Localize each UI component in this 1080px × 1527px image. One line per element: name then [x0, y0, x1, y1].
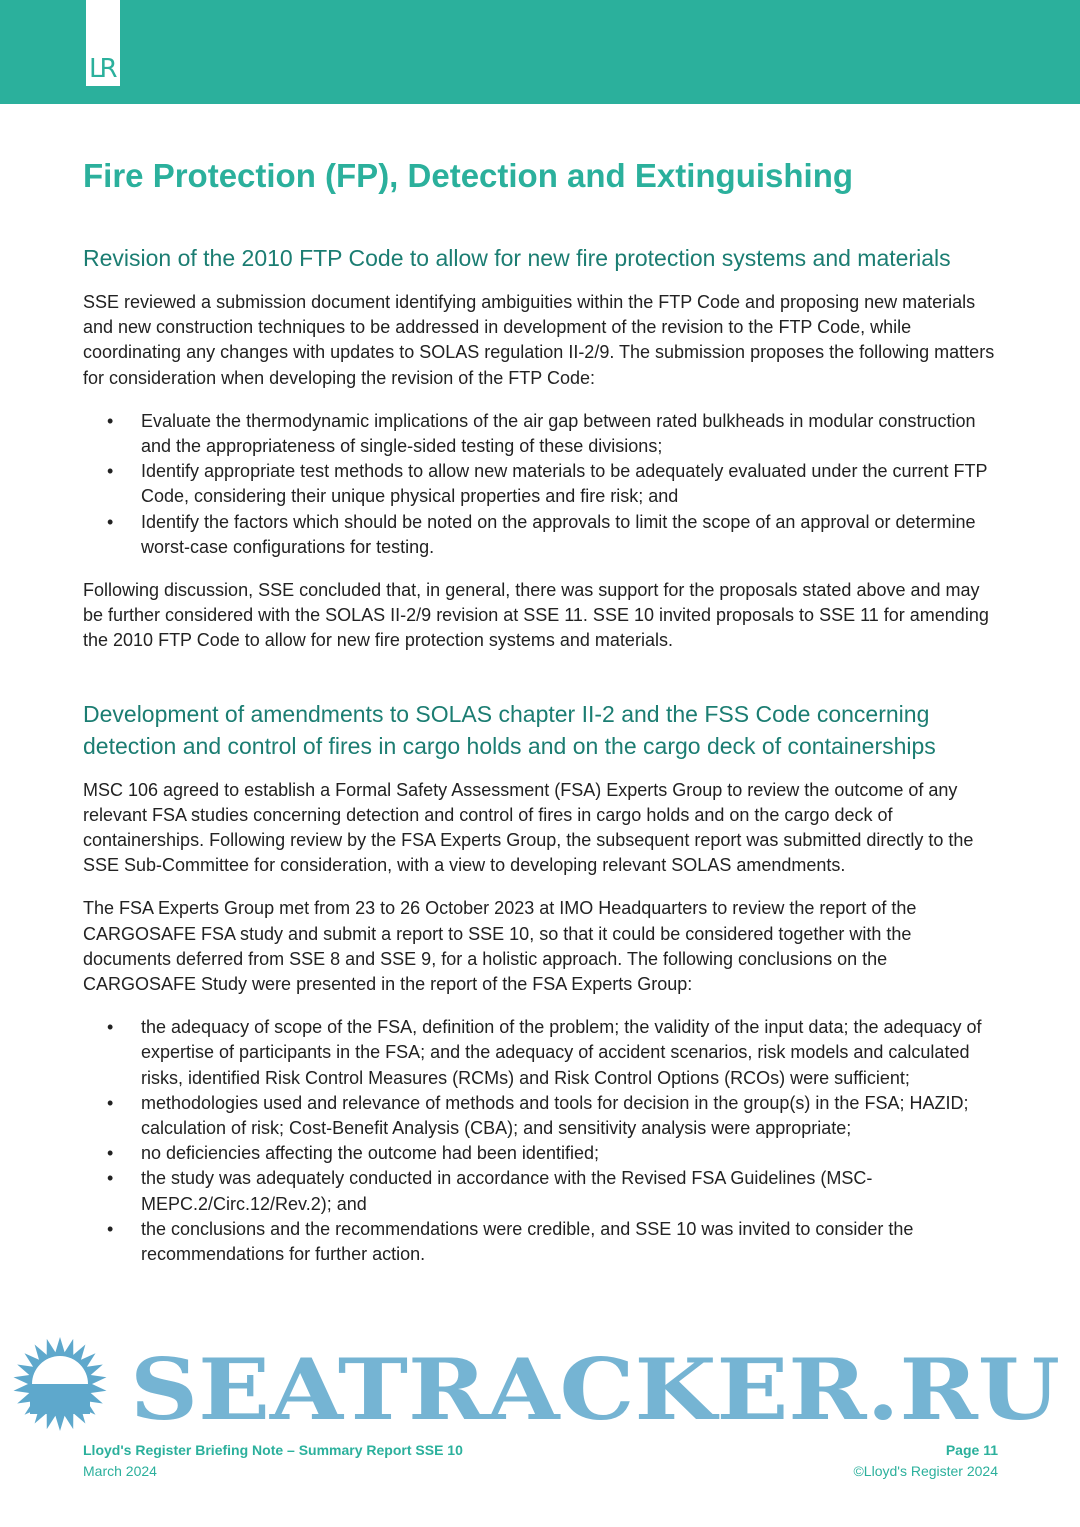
section2-heading: Development of amendments to SOLAS chapter II-2 and the FSS Code concerning detection and control of fires in cargo holds and on the cargo deck of containerships [83, 700, 936, 759]
list-item: • Evaluate the thermodynamic implications of the air gap between rated bulkheads in modular construction and the appropriateness of single-sided testing of these divisions; [83, 409, 1003, 459]
list-item: • methodologies used and relevance of methods and tools for decision in the group(s) in the FSA; HAZID; calculation of risk; Cost-Benefit Analysis (CBA); and sensitivity analysis were appropriate; [83, 1091, 1003, 1141]
section2-para2: The FSA Experts Group met from 23 to 26 October 2023 at IMO Headquarters to review the report of the CARGOSAFE FSA study and submit a report to SSE 10, so that it could be considered together with the documents deferred from SSE 8 and SSE 9, for a holistic approach. The following conclusions on the CARGOSAFE Study were presented in the report of the FSA Experts Group: [83, 898, 917, 995]
sun-icon [14, 1337, 107, 1431]
list-item: • Identify appropriate test methods to allow new materials to be adequately evaluated under the current FTP Code, considering their unique physical properties and fire risk; and [83, 459, 1003, 509]
section2-para1: MSC 106 agreed to establish a Formal Safety Assessment (FSA) Experts Group to review the outcome of any relevant FSA studies concerning detection and control of fires in cargo holds and on the cargo deck of containerships. Following review by the FSA Experts Group, the subsequent report was submitted directly to the SSE Sub-Committee for consideration, with a view to developing relevant SOLAS amendments. [83, 779, 974, 876]
watermark-logo [0, 1335, 1080, 1433]
page-content [83, 150, 1003, 1267]
page-footer [83, 1440, 998, 1482]
section1-conclusion: Following discussion, SSE concluded that, in general, there was support for the proposals stated above and may be further considered with the SOLAS II-2/9 revision at SSE 11. SSE 10 invited proposals to SSE 11 for amending the 2010 FTP Code to allow for new fire protection systems and materials. [83, 580, 989, 651]
footer-copyright: ©Lloyd's Register 2024 [853, 1463, 998, 1479]
lr-logo: LR [86, 0, 120, 86]
footer-doc-title: Lloyd's Register Briefing Note – Summary Report SSE 10 [83, 1442, 463, 1458]
page-title: Fire Protection (FP), Detection and Extinguishing [83, 157, 854, 194]
page-header [0, 0, 1080, 104]
list-item: • the study was adequately conducted in accordance with the Revised FSA Guidelines (MSC-MEPC.2/Circ.12/Rev.2); and [83, 1166, 1003, 1216]
list-item: • no deficiencies affecting the outcome had been identified; [83, 1141, 1003, 1166]
section2-bullets [83, 1015, 1003, 1267]
list-item: • the conclusions and the recommendations were credible, and SSE 10 was invited to consider the recommendations for further action. [83, 1217, 1003, 1267]
svg-text:SEATRACKER.RU: SEATRACKER.RU [130, 1340, 1060, 1433]
section1-intro: SSE reviewed a submission document identifying ambiguities within the FTP Code and proposing new materials and new construction techniques to be addressed in development of the revision to the FTP Code, while coordinating any changes with updates to SOLAS regulation II-2/9. The submission proposes the following matters for consideration when developing the revision of the FTP Code: [83, 292, 995, 388]
section1-heading: Revision of the 2010 FTP Code to allow for new fire protection systems and materials [83, 245, 951, 271]
list-item: • the adequacy of scope of the FSA, definition of the problem; the validity of the input data; the adequacy of expertise of participants in the FSA; and the adequacy of accident scenarios, risk models and calculated risks, identified Risk Control Measures (RCMs) and Risk Control Options (RCOs) were sufficient; [83, 1015, 1003, 1091]
list-item: • Identify the factors which should be noted on the approvals to limit the scope of an approval or determine worst-case configurations for testing. [83, 510, 1003, 560]
footer-page-number: Page 11 [945, 1442, 998, 1458]
section1-bullets [83, 409, 1003, 560]
footer-date: March 2024 [83, 1463, 157, 1479]
